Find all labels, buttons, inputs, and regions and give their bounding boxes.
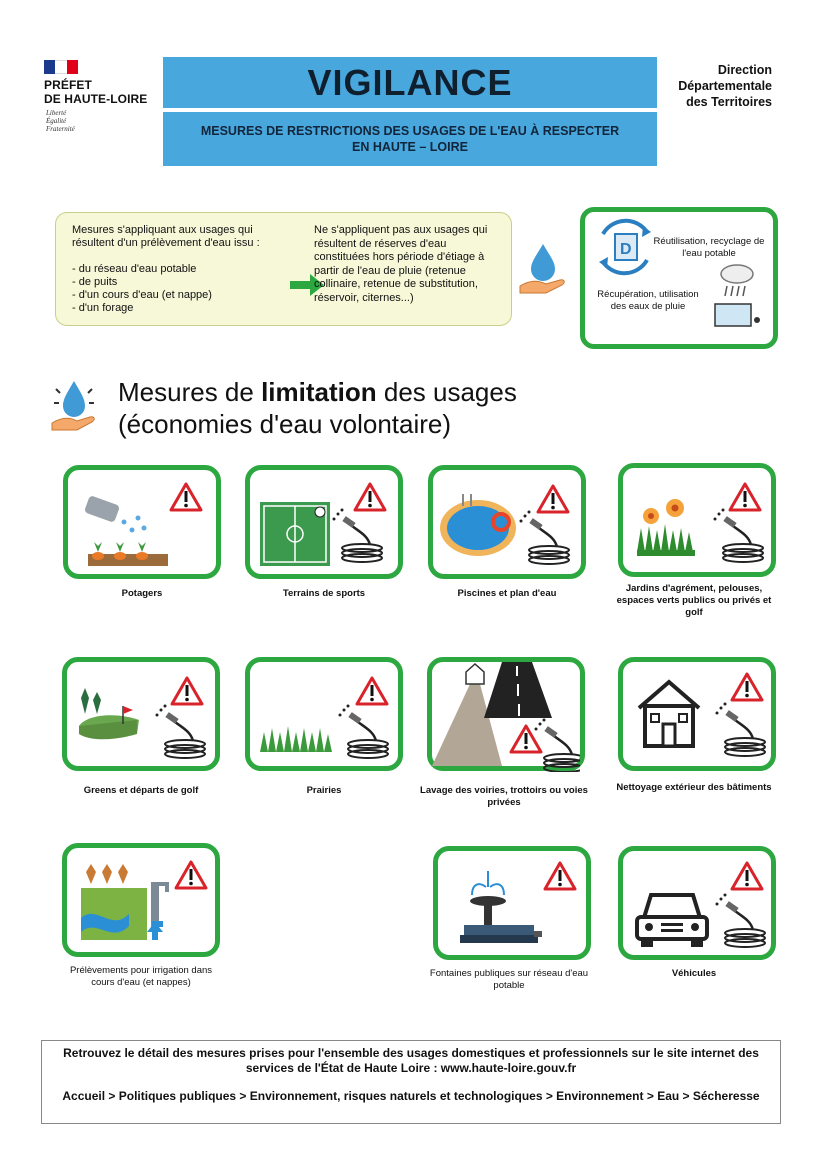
section-title-suffix: des usages (376, 377, 517, 407)
card-vehicules (618, 846, 776, 960)
prefecture-name (44, 78, 147, 106)
public-fountain-icon (438, 851, 586, 955)
section-title-bold: limitation (261, 377, 377, 407)
card-jardins (618, 463, 776, 577)
republic-flag-logo (44, 60, 78, 74)
scope-not-applies: Ne s'appliquent pas aux usages qui résultent de réserves d'eau constituées hors période d'étiage à partir de l'eau de pluie (retenue collinaire, retenue de substitution, réservoir, citernes...) (314, 224, 488, 304)
card-greens-golf (62, 657, 220, 771)
reuse-label: Réutilisation, recyclage de l'eau potable (653, 236, 765, 259)
card-prairies (245, 657, 403, 771)
scope-item: - du réseau d'eau potable (72, 263, 197, 275)
card-batiments (618, 657, 776, 771)
vigilance-banner (163, 57, 657, 108)
page-subtitle: MESURES DE RESTRICTIONS DES USAGES DE L'EAU À RESPECTER EN HAUTE – LOIRE (200, 124, 620, 154)
prefet-line-2: DE HAUTE-LOIRE (44, 92, 148, 106)
car-icon (623, 851, 771, 955)
garden-flowers-icon (623, 468, 771, 572)
golf-green-icon (67, 662, 215, 766)
svg-text:D: D (620, 241, 632, 258)
card-fontaines (433, 846, 591, 960)
card-label: Greens et départs de golf (83, 785, 199, 796)
card-label: Prairies (306, 785, 342, 796)
card-label: Fontaines publiques sur réseau d'eau potable (429, 968, 589, 991)
motto-egalite: Égalité (46, 117, 67, 125)
building-house-icon (623, 662, 771, 766)
irrigation-pump-icon (67, 848, 215, 952)
roads-sidewalk-icon (432, 662, 580, 772)
hand-water-drop-icon (50, 377, 100, 431)
card-label: Terrains de sports (282, 588, 366, 599)
republic-motto (46, 109, 75, 133)
vegetable-garden-icon (68, 470, 216, 574)
scope-item: - de puits (72, 276, 118, 288)
reuse-info-box (580, 207, 778, 349)
card-label: Jardins d'agrément, pelouses, espaces verts publics ou privés et golf (616, 583, 772, 618)
scope-applies (72, 224, 287, 315)
section-title-prefix: Mesures de (118, 377, 262, 407)
card-label: Prélèvements pour irrigation dans cours d'eau (et nappes) (69, 965, 213, 988)
card-potagers (63, 465, 221, 579)
card-label: Lavage des voiries, trottoirs ou voies privées (420, 785, 588, 808)
rain-cloud-tank-icon (707, 262, 767, 332)
sports-field-icon (250, 470, 398, 574)
section-title (118, 376, 517, 440)
section-title-line2: (économies d'eau volontaire) (118, 409, 452, 439)
card-irrigation (62, 843, 220, 957)
scope-item: - d'un cours d'eau (et nappe) (72, 289, 212, 301)
motto-fraternite: Fraternité (46, 125, 75, 133)
motto-liberte: Liberté (46, 109, 67, 117)
scope-info-box (55, 212, 512, 326)
card-label: Nettoyage extérieur des bâtiments (616, 782, 772, 793)
scope-item: - d'un forage (72, 302, 134, 314)
swimming-pool-icon (433, 470, 581, 574)
page-title: VIGILANCE (307, 61, 513, 103)
scope-applies-intro: Mesures s'appliquant aux usages qui résultent d'un prélèvement d'eau issu : (72, 224, 260, 249)
card-piscines (428, 465, 586, 579)
card-label: Véhicules (671, 968, 717, 979)
meadow-icon (250, 662, 398, 766)
prefet-line-1: PRÉFET (44, 78, 92, 92)
card-voiries (427, 657, 585, 771)
card-terrains-sports (245, 465, 403, 579)
hand-water-drop-icon (516, 240, 570, 296)
footer-info-box (41, 1040, 781, 1124)
footer-breadcrumb: Accueil > Politiques publiques > Environnement, risques naturels et technologiques > Environnement > Eau > Sécheresse (62, 1089, 760, 1103)
directorate-name: Direction Départementale des Territoires (678, 63, 772, 109)
rain-label: Récupération, utilisation des eaux de pluie (597, 289, 699, 312)
card-label: Piscines et plan d'eau (457, 588, 557, 599)
subtitle-banner (163, 112, 657, 166)
footer-website-text: Retrouvez le détail des mesures prises pour l'ensemble des usages domestiques et professionnels sur le site internet des services de l'État de Haute Loire : www.haute-loire.gouv.fr (63, 1046, 759, 1075)
card-label: Potagers (121, 588, 163, 599)
